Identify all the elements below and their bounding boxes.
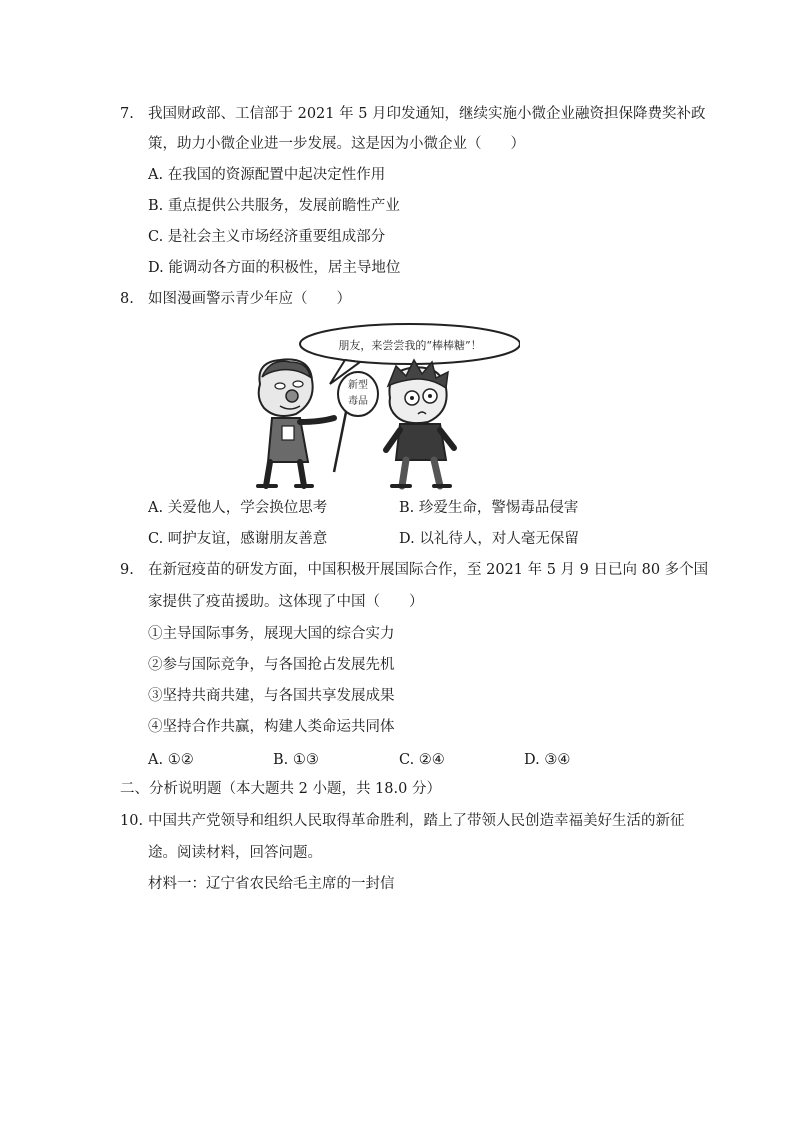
svg-text:新型: 新型 (348, 380, 368, 391)
q7-stem-line1: 我国财政部、工信部于 2021 年 5 月印发通知，继续实施小微企业融资担保降费奖补政 (148, 106, 706, 122)
q7-number: 7. (120, 106, 134, 122)
q10-material: 材料一：辽宁省农民给毛主席的一封信 (148, 876, 395, 892)
q10-stem-line2: 途。阅读材料，回答问题。 (148, 845, 322, 861)
q9-option-c: C. ②④ (399, 752, 445, 768)
svg-text:毒品: 毒品 (348, 396, 368, 407)
q9-stem-line2: 家提供了疫苗援助。这体现了中国（ ） (148, 594, 424, 610)
q8-option-a: A. 关爱他人，学会换位思考 (148, 500, 328, 516)
q10-number: 10. (120, 813, 144, 829)
q9-number: 9. (120, 562, 134, 578)
q9-option-b: B. ①③ (273, 752, 319, 768)
q9-statement-1: ①主导国际事务，展现大国的综合实力 (148, 626, 395, 642)
q8-stem: 如图漫画警示青少年应（ ） (148, 291, 351, 307)
q8-number: 8. (120, 291, 134, 307)
q9-option-d: D. ③④ (524, 752, 571, 768)
drug-sign (334, 372, 378, 472)
left-character (258, 359, 334, 486)
q7-option-b: B. 重点提供公共服务，发展前瞻性产业 (148, 198, 400, 214)
cartoon-illustration (250, 322, 520, 492)
q9-stem-line1: 在新冠疫苗的研发方面，中国积极开展国际合作，至 2021 年 5 月 9 日已向 80 多个国 (148, 562, 709, 578)
right-character (386, 360, 454, 486)
q9-statement-3: ③坚持共商共建，与各国共享发展成果 (148, 688, 395, 704)
q7-option-a: A. 在我国的资源配置中起决定性作用 (148, 167, 386, 183)
q7-option-c: C. 是社会主义市场经济重要组成部分 (148, 229, 386, 245)
q8-option-b: B. 珍爱生命，警惕毒品侵害 (399, 500, 579, 516)
speech-text: 朋友，来尝尝我的“棒棒糖”！ (338, 339, 482, 352)
q8-option-d: D. 以礼待人，对人毫无保留 (399, 531, 579, 547)
q9-statement-4: ④坚持合作共赢，构建人类命运共同体 (148, 719, 395, 735)
q10-stem-line1: 中国共产党领导和组织人民取得革命胜利，踏上了带领人民创造幸福美好生活的新征 (148, 813, 685, 829)
q9-option-a: A. ①② (148, 752, 194, 768)
cartoon-svg (250, 322, 520, 492)
section-heading: 二、分析说明题（本大题共 2 小题，共 18.0 分） (120, 781, 441, 797)
q7-option-d: D. 能调动各方面的积极性，居主导地位 (148, 260, 401, 276)
q7-stem-line2: 策，助力小微企业进一步发展。这是因为小微企业（ ） (148, 136, 525, 152)
q9-statement-2: ②参与国际竞争，与各国抢占发展先机 (148, 657, 395, 673)
q8-option-c: C. 呵护友谊，感谢朋友善意 (148, 531, 328, 547)
